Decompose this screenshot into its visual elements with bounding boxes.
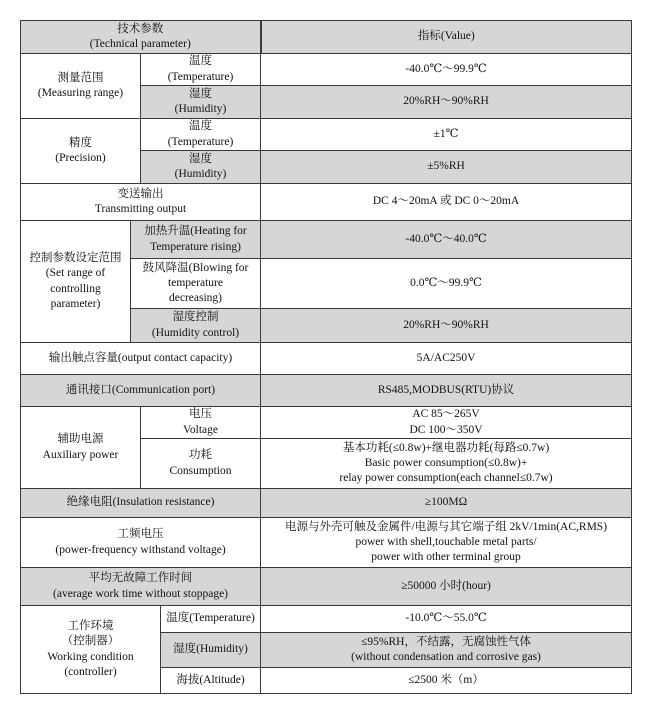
- transmitting-output-value: DC 4～20mA 或 DC 0～20mA: [261, 184, 632, 221]
- mtbf-label: [21, 568, 261, 606]
- humidity-control-line: 湿度控制: [172, 311, 219, 324]
- control-setting-line: parameter): [50, 297, 101, 310]
- measuring-range-label: [21, 54, 141, 119]
- table-row: [21, 221, 632, 259]
- auxiliary-power-label: [21, 407, 141, 489]
- working-temperature-value: -10.0℃～55.0℃: [261, 606, 632, 633]
- precision-label: [21, 119, 141, 184]
- voltage-value: [261, 407, 632, 439]
- humidity-control-line: (Humidity control): [151, 326, 240, 339]
- humidity-control-value: 20%RH～90%RH: [261, 309, 632, 343]
- working-humidity-label: 湿度(Humidity): [161, 633, 261, 668]
- mtbf-value: ≥50000 小时(hour): [261, 568, 632, 606]
- control-setting-label: [21, 221, 131, 343]
- sub-label-en: (Temperature): [167, 70, 234, 83]
- sub-label-en: (Humidity): [174, 168, 227, 180]
- withstand-voltage-cn: 工频电压: [117, 528, 164, 541]
- sub-label-cn: 湿度: [189, 87, 213, 100]
- voltage-value-line: DC 100～350V: [409, 423, 483, 436]
- precision-cn: 精度: [69, 136, 92, 149]
- working-humidity-line: (without condensation and corrosive gas): [351, 651, 541, 663]
- auxiliary-power-cn: 辅助电源: [57, 433, 104, 446]
- measuring-range-en: (Measuring range): [37, 87, 124, 99]
- sub-label-en: (Temperature): [167, 135, 234, 148]
- communication-label: 通讯接口(Communication port): [21, 375, 261, 407]
- heating-label-line: 加热升温(Heating for: [144, 225, 247, 238]
- output-contact-value: 5A/AC250V: [261, 343, 632, 375]
- consumption-value-line: Basic power consumption(≤0.8w)+: [364, 456, 528, 469]
- transmitting-output-en: Transmitting output: [94, 203, 187, 215]
- blowing-value: 0.0℃～99.9℃: [261, 259, 632, 309]
- withstand-voltage-en: (power-frequency withstand voltage): [55, 543, 226, 556]
- table-row: [21, 518, 632, 568]
- heating-label-line: Temperature rising): [150, 240, 241, 253]
- sub-label-temperature: [141, 54, 261, 86]
- communication-value: RS485,MODBUS(RTU)协议: [261, 375, 632, 407]
- blowing-label-line: 鼓风降温(Blowing for: [142, 261, 249, 274]
- table-row: [21, 568, 632, 606]
- auxiliary-power-en: Auxiliary power: [42, 448, 119, 461]
- voltage-en: Voltage: [183, 423, 218, 436]
- table-row: [21, 119, 632, 151]
- mtbf-en: (average work time without stoppage): [53, 587, 229, 600]
- insulation-value: ≥100MΩ: [261, 489, 632, 518]
- sub-label-cn: 温度: [189, 120, 213, 133]
- heating-label: [131, 221, 261, 259]
- measuring-range-cn: 测量范围: [57, 71, 104, 84]
- working-condition-line: 工作环境: [67, 620, 114, 633]
- measuring-humidity-value: 20%RH～90%RH: [261, 86, 632, 119]
- withstand-voltage-label: [21, 518, 261, 568]
- withstand-voltage-line: 电源与外壳可触及金属件/电源与其它端子组 2kV/1min(AC,RMS): [285, 520, 608, 533]
- insulation-label: 绝缘电阻(Insulation resistance): [21, 489, 261, 518]
- sub-label-cn: 温度: [189, 55, 213, 68]
- header-value: 指标(Value): [417, 30, 475, 43]
- table-row: [21, 184, 632, 221]
- precision-temperature-value: ±1℃: [261, 119, 632, 151]
- header-value-cell: [261, 21, 632, 54]
- header-row: [21, 21, 632, 54]
- sub-label-en: (Humidity): [174, 103, 227, 115]
- control-setting-line: (Set range of: [45, 267, 106, 280]
- table-row: [21, 606, 632, 633]
- table-row: [21, 407, 632, 439]
- sub-label-cn: 湿度: [189, 152, 213, 165]
- table-row: [21, 489, 632, 518]
- mtbf-cn: 平均无故障工作时间: [88, 572, 193, 585]
- blowing-label-line: decreasing): [169, 292, 223, 305]
- working-temperature-label: 温度(Temperature): [161, 606, 261, 633]
- voltage-cn: 电压: [189, 408, 213, 421]
- precision-en: (Precision): [55, 152, 106, 164]
- header-param-cell: [21, 21, 261, 54]
- working-altitude-label: 海拔(Altitude): [161, 668, 261, 694]
- table-row: [21, 343, 632, 375]
- consumption-cn: 功耗: [189, 449, 213, 462]
- sub-label-humidity: [141, 151, 261, 184]
- heating-value: -40.0℃～40.0℃: [261, 221, 632, 259]
- working-condition-label: [21, 606, 161, 694]
- transmitting-output-label: [21, 184, 261, 221]
- technical-parameter-table: [20, 20, 632, 694]
- humidity-control-label: [131, 309, 261, 343]
- sub-label-temperature: [141, 119, 261, 151]
- consumption-value-line: relay power consumption(each channel≤0.7w): [339, 472, 553, 485]
- voltage-label: [141, 407, 261, 439]
- working-humidity-value: [261, 633, 632, 668]
- precision-humidity-value: ±5%RH: [261, 151, 632, 184]
- measuring-temperature-value: -40.0℃～99.9℃: [261, 54, 632, 86]
- working-altitude-value: ≤2500 米（m）: [261, 668, 632, 694]
- working-humidity-line: ≤95%RH，不结露，无腐蚀性气体: [361, 635, 531, 648]
- working-condition-line: (controller): [64, 665, 117, 678]
- consumption-label: [141, 439, 261, 489]
- control-setting-line: controlling: [50, 282, 101, 295]
- control-setting-line: 控制参数设定范围: [29, 252, 122, 265]
- consumption-value-line: 基本功耗(≤0.8w)+继电器功耗(每路≤0.7w): [342, 441, 550, 454]
- withstand-voltage-line: power with shell,touchable metal parts/: [355, 535, 537, 548]
- table-row: [21, 375, 632, 407]
- blowing-label-line: temperature: [168, 276, 223, 289]
- output-contact-label: 输出触点容量(output contact capacity): [21, 343, 261, 375]
- blowing-label: [131, 259, 261, 309]
- consumption-en: Consumption: [169, 464, 232, 477]
- working-condition-line: （控制器）: [61, 635, 120, 648]
- header-param-en: (Technical parameter): [89, 38, 191, 50]
- withstand-voltage-value: [261, 518, 632, 568]
- header-param-cn: 技术参数: [117, 22, 164, 35]
- transmitting-output-cn: 变送输出: [117, 187, 164, 200]
- working-condition-line: Working condition: [47, 650, 134, 663]
- sub-label-humidity: [141, 86, 261, 119]
- withstand-voltage-line: power with other terminal group: [371, 551, 521, 564]
- table-row: [21, 54, 632, 86]
- voltage-value-line: AC 85～265V: [412, 408, 480, 421]
- consumption-value: [261, 439, 632, 489]
